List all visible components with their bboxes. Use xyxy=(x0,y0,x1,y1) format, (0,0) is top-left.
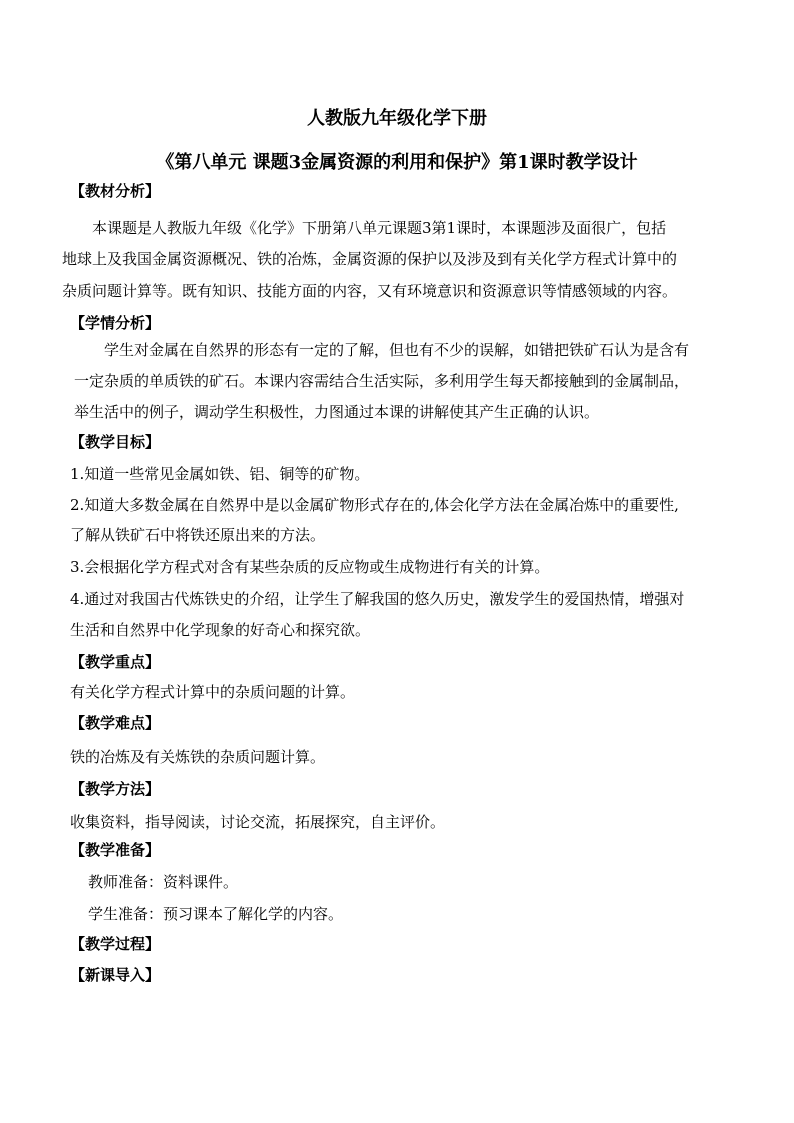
paragraph-line: 一定杂质的单质铁的矿石。本课内容需结合生活实际，多利用学生每天都接触到的金属制品， xyxy=(74,372,690,390)
heading-process: 【教学过程】 xyxy=(70,935,161,953)
heading-intro: 【新课导入】 xyxy=(70,966,161,984)
heading-materials-analysis: 【教材分析】 xyxy=(70,182,161,200)
heading-difficulties: 【教学难点】 xyxy=(70,714,161,732)
heading-preparation: 【教学准备】 xyxy=(70,841,161,859)
heading-student-analysis: 【学情分析】 xyxy=(70,314,161,332)
document-title: 人教版九年级化学下册 xyxy=(307,108,487,129)
heading-methods: 【教学方法】 xyxy=(70,780,161,798)
paragraph-line: 1.知道一些常见金属如铁、铝、铜等的矿物。 xyxy=(70,465,370,483)
document-subtitle: 《第八单元 课题3金属资源的利用和保护》第1课时教学设计 xyxy=(156,152,638,173)
paragraph-line: 教师准备：资料课件。 xyxy=(88,873,239,891)
paragraph-line: 杂质问题计算等。既有知识、技能方面的内容，又有环境意识和资源意识等情感领域的内容。 xyxy=(62,282,678,300)
paragraph-line: 地球上及我国金属资源概况、铁的冶炼，金属资源的保护以及涉及到有关化学方程式计算中的 xyxy=(62,250,678,268)
heading-teaching-goals: 【教学目标】 xyxy=(70,433,161,451)
paragraph-line: 举生活中的例子，调动学生积极性，力图通过本课的讲解使其产生正确的认识。 xyxy=(74,403,600,421)
paragraph-line: 铁的冶炼及有关炼铁的杂质问题计算。 xyxy=(70,748,326,766)
paragraph-line: 有关化学方程式计算中的杂质问题的计算。 xyxy=(70,683,356,701)
paragraph-line: 3.会根据化学方程式对含有某些杂质的反应物或生成物进行有关的计算。 xyxy=(70,558,550,576)
paragraph-line: 学生准备：预习课本了解化学的内容。 xyxy=(88,905,344,923)
paragraph-line: 了解从铁矿石中将铁还原出来的方法。 xyxy=(70,526,326,544)
paragraph-line: 生活和自然界中化学现象的好奇心和探究欲。 xyxy=(70,621,371,639)
paragraph-line: 2.知道大多数金属在自然界中是以金属矿物形式存在的,体会化学方法在金属冶炼中的重要性, xyxy=(70,496,679,514)
paragraph-line: 4.通过对我国古代炼铁史的介绍，让学生了解我国的悠久历史，激发学生的爱国热情，增强对 xyxy=(70,590,685,608)
paragraph-line: 本课题是人教版九年级《化学》下册第八单元课题3第1课时，本课题涉及面很广，包括 xyxy=(92,219,667,237)
heading-key-points: 【教学重点】 xyxy=(70,653,161,671)
paragraph-line: 收集资料，指导阅读，讨论交流，拓展探究，自主评价。 xyxy=(70,813,446,831)
paragraph-line: 学生对金属在自然界的形态有一定的了解，但也有不少的误解，如错把铁矿石认为是含有 xyxy=(104,341,690,359)
